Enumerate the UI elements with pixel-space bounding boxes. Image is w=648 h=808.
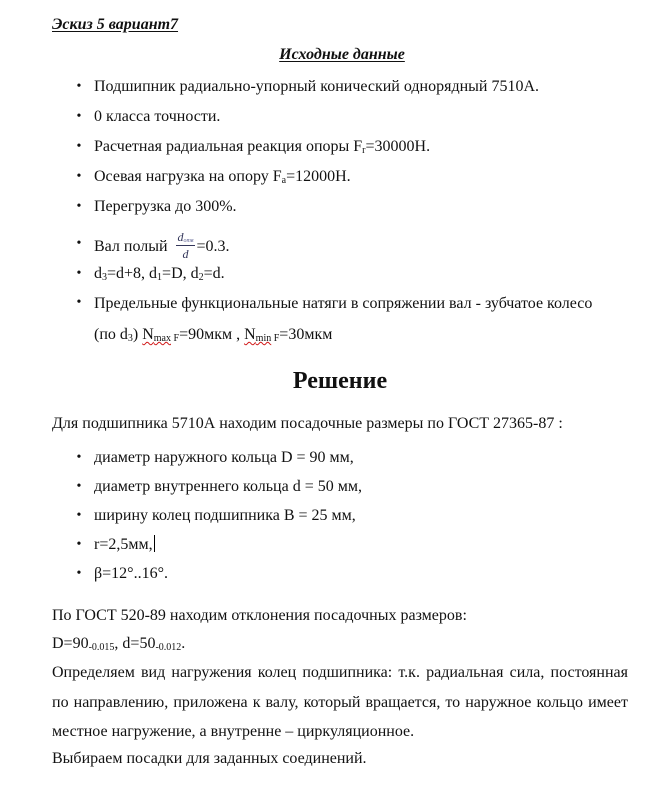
list-item: [74, 196, 628, 218]
bullet-icon: •: [76, 295, 82, 310]
section-heading-solution: Решение: [292, 368, 388, 394]
fraction-denominator: d: [182, 247, 189, 261]
list-item-text: β=12°..16°.: [94, 565, 168, 582]
loading-paragraph: Определяем вид нагружения колец подшипника: т.к. радиальная сила, постоянная по направлению, приложена к валу, который вращается, то наружное кольцо имеет местное нагружение, а внутренне – циркуляционное.: [52, 664, 628, 740]
bullet-icon: •: [76, 537, 82, 552]
list-item: [74, 76, 628, 98]
text-run: .: [181, 635, 186, 652]
bullet-icon: •: [76, 169, 82, 184]
subscript: a: [281, 175, 287, 186]
subscript: -0.012: [155, 642, 182, 653]
list-item: [74, 476, 628, 498]
subscript: min: [255, 333, 272, 344]
list-item: [74, 263, 628, 285]
subscript: 3: [127, 333, 133, 344]
text-run: =90мкм ,: [179, 326, 245, 343]
list-item-text: Подшипник радиально-упорный конический однорядный 7510А.: [94, 78, 540, 95]
list-item: [74, 563, 628, 585]
subscript: r: [362, 145, 366, 156]
subscript: 3: [102, 272, 107, 283]
bullet-icon: •: [76, 109, 82, 124]
text-run: =d.: [203, 265, 225, 282]
text-run: Предельные функциональные натяги в сопряжении вал - зубчатое колесо: [94, 295, 593, 312]
intro-paragraph: Для подшипника 5710А находим посадочные размеры по ГОСТ 27365-87 :: [52, 415, 563, 432]
bullet-icon: •: [76, 479, 82, 494]
subscript: F: [271, 333, 280, 344]
text-run: d: [94, 265, 102, 282]
subscript: max: [153, 333, 171, 344]
subscript: отв: [183, 238, 194, 244]
list-item: [74, 288, 628, 350]
list-item-text: [94, 166, 628, 188]
list-item: [74, 447, 628, 469]
section-subtitle-initial-data: Исходные данные: [279, 46, 405, 63]
fraction-numerator: [176, 231, 196, 246]
list-item-text: диаметр наружного кольца D = 90 мм,: [94, 449, 354, 466]
text-run: d=50: [122, 635, 156, 652]
list-item-text: 0 класса точности.: [94, 108, 221, 125]
bullet-icon: •: [76, 139, 82, 154]
text-run: N: [244, 326, 256, 343]
text-run: =0.3.: [196, 238, 230, 256]
equation-fraction[interactable]: [176, 231, 196, 260]
spellcheck-flagged-word[interactable]: [142, 326, 171, 343]
list-item: [74, 166, 628, 188]
list-item: [74, 534, 628, 556]
text-run: d: [149, 265, 158, 282]
text-run: N: [142, 326, 154, 343]
bullet-icon: •: [76, 79, 82, 94]
bullet-icon: •: [76, 199, 82, 214]
fit-paragraph: Выбираем посадки для заданных соединений.: [52, 750, 367, 767]
text-run: Осевая нагрузка на опору F: [94, 168, 282, 185]
subscript: -0.015: [88, 642, 115, 653]
list-item-text: Перегрузка до 300%.: [94, 198, 237, 215]
list-item: [74, 106, 628, 128]
text-run: =D,: [162, 265, 191, 282]
text-run: =30000Н.: [365, 138, 431, 155]
list-item-text: [94, 534, 628, 556]
bullet-icon: •: [76, 236, 82, 251]
list-item: [74, 136, 628, 158]
list-item: [74, 230, 628, 262]
list-item-text: [94, 288, 628, 350]
subscript: 1: [157, 272, 163, 283]
list-item-text: [94, 263, 628, 285]
document-title: Эскиз 5 вариант7: [52, 16, 179, 33]
text-run: ): [132, 326, 143, 343]
text-run: d: [190, 265, 199, 282]
text-run: ,: [114, 635, 123, 652]
bullet-icon: •: [76, 508, 82, 523]
list-item: [74, 505, 628, 527]
text-run: Расчетная радиальная реакция опоры F: [94, 138, 363, 155]
bullet-icon: •: [76, 566, 82, 581]
text-run: =30мкм: [279, 326, 333, 343]
numerator-var: d: [177, 230, 184, 244]
text-cursor: [154, 535, 155, 552]
list-item-text: ширину колец подшипника B = 25 мм,: [94, 507, 356, 524]
deviations-paragraph: [52, 633, 628, 655]
text-run: =d+8,: [107, 265, 150, 282]
bullet-icon: •: [76, 266, 82, 281]
subscript: 2: [198, 272, 204, 283]
text-run: (по d: [94, 326, 128, 343]
list-item-text: диаметр внутреннего кольца d = 50 мм,: [94, 478, 362, 495]
subscript: F: [171, 333, 180, 344]
bullet-icon: •: [76, 450, 82, 465]
text-run: =12000Н.: [286, 168, 351, 185]
text-run: r=2,5мм,: [94, 536, 153, 553]
list-item-text: [94, 136, 628, 158]
text-run: Вал полый: [94, 238, 172, 256]
deviations-intro-paragraph: По ГОСТ 520-89 находим отклонения посадочных размеров:: [52, 607, 467, 624]
text-run: D=90: [52, 635, 89, 652]
list-item-text: [94, 230, 628, 262]
spellcheck-flagged-word[interactable]: [244, 326, 271, 343]
